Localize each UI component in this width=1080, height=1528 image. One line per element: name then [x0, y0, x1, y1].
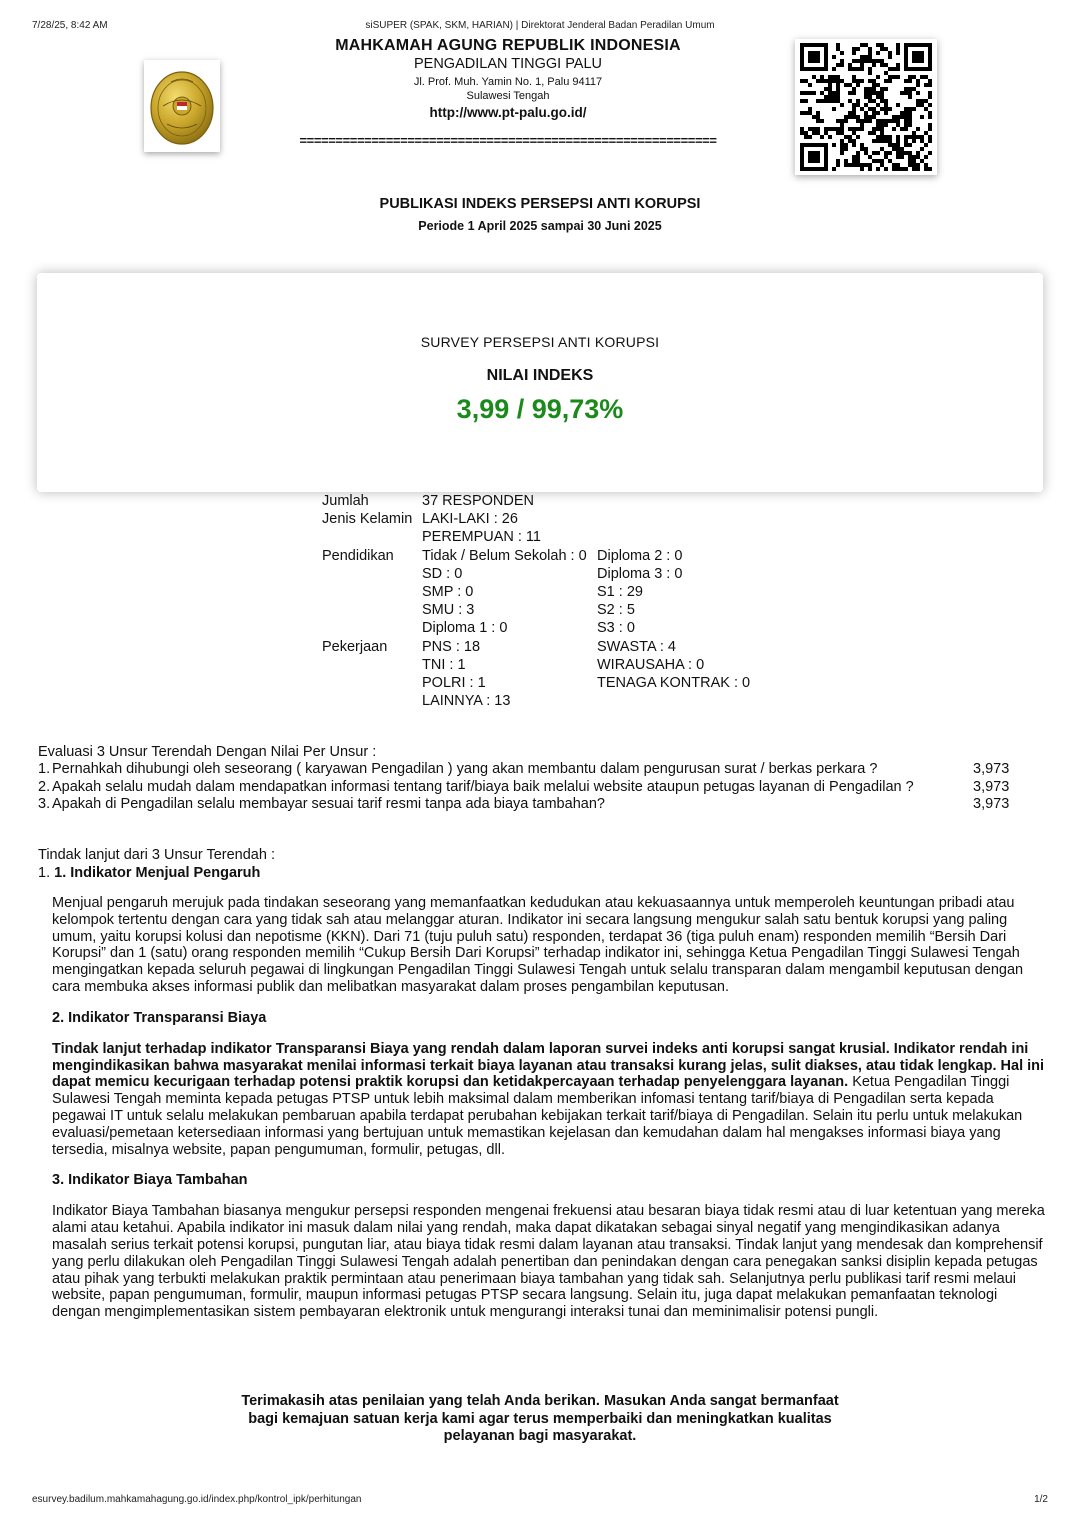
evaluation-number: 1.: [38, 761, 51, 778]
demo-value: SMU : 3: [422, 602, 475, 619]
demo-category: Jumlah: [322, 493, 369, 509]
court-name: PENGADILAN TINGGI PALU: [413, 56, 602, 72]
survey-label: SURVEY PERSEPSI ANTI KORUPSI: [420, 334, 660, 350]
demo-value: LAKI-LAKI : 26: [422, 511, 518, 528]
followup-heading-2: 2. Indikator Transparansi Biaya: [52, 1009, 267, 1026]
demo-value-2: S1 : 29: [597, 583, 643, 600]
demo-value: Diploma 1 : 0: [422, 620, 508, 637]
demo-value-2: Diploma 2 : 0: [597, 547, 683, 564]
demo-value-2: SWASTA : 4: [597, 638, 676, 655]
demo-value: POLRI : 1: [422, 674, 486, 691]
demo-value: Tidak / Belum Sekolah : 0: [422, 547, 587, 564]
publication-title: PUBLIKASI INDEKS PERSEPSI ANTI KORUPSI: [379, 196, 701, 212]
court-region: Sulawesi Tengah: [466, 90, 550, 102]
followup-first-title: 1. Indikator Menjual Pengaruh: [54, 865, 261, 881]
followup-paragraph-2-bold: Tindak lanjut terhadap indikator Transparansi Biaya yang rendah dalam laporan survei indeks anti korupsi sangat krusial. Indikator rendah ini mengindikasikan bahwa masyarakat menilai informasi terkait biaya layanan atau transaksi kurang jelas, sulit diakses, atau tidak lengkap. Hal ini dapat memicu kecurigaan terhadap potensi praktik korupsi dan ketidakpercayaan terhadap penyelenggara layanan.: [52, 1040, 1045, 1091]
followup-first-number: 1.: [38, 865, 51, 881]
followup-heading-3: 3. Indikator Biaya Tambahan: [52, 1172, 248, 1189]
index-subtitle: NILAI INDEKS: [486, 367, 594, 384]
demo-value: TNI : 1: [422, 656, 466, 673]
followup-body: [38, 895, 1048, 1321]
evaluation-item: [38, 796, 1018, 813]
organization-name: MAHKAMAH AGUNG REPUBLIK INDONESIA: [335, 37, 681, 54]
qr-code-icon: [795, 39, 937, 175]
demo-value: PNS : 18: [422, 638, 481, 655]
mahkamah-agung-emblem-icon: [144, 60, 220, 152]
demo-value: LAINNYA : 13: [422, 693, 511, 710]
followup-heading: Tindak lanjut dari 3 Unsur Terendah :: [38, 847, 275, 863]
print-datetime: 7/28/25, 8:42 AM: [32, 20, 108, 31]
demo-value-2: WIRAUSAHA : 0: [597, 656, 705, 673]
letterhead-divider: ==========================================================: [299, 133, 717, 148]
print-page-title: siSUPER (SPAK, SKM, HARIAN) | Direktorat Jenderal Badan Peradilan Umum: [365, 20, 715, 31]
evaluation-item: [38, 779, 1018, 796]
evaluation-number: 2.: [38, 778, 51, 795]
followup-paragraph-1: Menjual pengaruh merujuk pada tindakan seseorang yang memanfaatkan kedudukan atau kekuasaannya untuk memperoleh keuntungan pribadi atau kelompok tertentu dengan cara yang tidak sah atau melanggar aturan. Indikator ini secara langsung mengukur salah satu bentuk korupsi yang paling umum, yaitu korupsi kolusi dan nepotisme (KKN). Dari 71 (tuju puluh satu) responden, terdapat 36 (tiga puluh enam) responden memilih “Bersih Dari Korupsi” dan 1 (satu) orang responden memilih “Cukup Bersih Dari Korupsi” terhadap indikator ini, sehingga Ketua Pengadilan Tinggi Sulawesi Tengah mengingatkan kepada seluruh pegawai di lingkungan Pengadilan Tinggi Sulawesi Tengah untuk selalu transparan dalam mengambil keputusan dengan cara membuka akses informasi publik dan melibatkan masyarakat dalam proses pengambilan keputusan.: [52, 895, 1024, 995]
followup-section: [38, 847, 1048, 1321]
print-header: [32, 20, 1048, 34]
evaluation-section: [38, 743, 1018, 813]
evaluation-heading: Evaluasi 3 Unsur Terendah Dengan Nilai Per Unsur :: [38, 744, 377, 760]
evaluation-question: Pernahkah dihubungi oleh seseorang ( karyawan Pengadilan ) yang akan membantu dalam pengurusan surat / berkas perkara ?: [52, 761, 878, 778]
demo-category: Jenis Kelamin: [322, 511, 413, 528]
print-page-number: 1/2: [1034, 1494, 1048, 1505]
demo-value-2: TENAGA KONTRAK : 0: [597, 674, 751, 691]
demo-value: PEREMPUAN : 11: [422, 529, 541, 546]
demo-value-2: S2 : 5: [597, 602, 635, 619]
demo-value: SMP : 0: [422, 583, 474, 600]
thank-you-note: Terimakasih atas penilaian yang telah Anda berikan. Masukan Anda sangat bermanfaat bagi kemajuan satuan kerja kami agar terus memperbaiki dan meningkatkan kualitas pelayanan bagi masyarakat.: [241, 1393, 839, 1444]
demo-value: SD : 0: [422, 565, 463, 582]
followup-paragraph-3: Indikator Biaya Tambahan biasanya mengukur persepsi responden mengenai frekuensi atau besaran biaya tidak resmi atau di luar ketentuan yang mereka alami atau ketahui. Apabila indikator ini masuk dalam nilai yang rendah, maka dapat dikatakan sebagai sinyal negatif yang mengindikasikan adanya masalah serius terkait potensi korupsi, pungutan liar, atau biaya tidak resmi dalam layanan atau transaksi. Tindak lanjut yang mendesak dan komprehensif yang perlu dilakukan oleh Pengadilan Tinggi Sulawesi Tengah adalah penertiban dan penindakan dengan cara penegakan sanksi disiplin kepada petugas atau pihak yang terbukti melakukan praktik permintaan atau penerimaan biaya tambahan yang tidak sah. Selanjutnya perlu publikasi tarif resmi melaui website, papan pengumuman, formulir, maupun informasi petugas PTSP secara langsung. Selain itu, juga dapat melakukan pemanfaatan teknologi dengan mengimplementasikan sistem pembayaran elektronik untuk mengurangi interaksi tunai dan meminimalisir potensi pungli.: [52, 1203, 1045, 1321]
followup-first-item: [38, 865, 1048, 882]
index-value: 3,99 / 99,73%: [456, 394, 624, 424]
demo-category: Pekerjaan: [322, 638, 388, 655]
evaluation-number: 3.: [38, 795, 51, 812]
evaluation-question: Apakah selalu mudah dalam mendapatkan informasi tentang tarif/biaya baik melalui website ataupun petugas layanan di Pengadilan ?: [52, 778, 914, 795]
evaluation-score: 3,973: [973, 761, 1010, 778]
demo-value-2: S3 : 0: [597, 620, 635, 637]
publication-period: Periode 1 April 2025 sampai 30 Juni 2025: [418, 219, 662, 233]
evaluation-item: [38, 761, 1018, 778]
demo-value: 37 RESPONDEN: [422, 493, 535, 509]
letterhead: [240, 37, 776, 148]
followup-paragraph-2-rest: Ketua Pengadilan Tinggi Sulawesi Tengah meminta kepada petugas PTSP untuk lebih maksimal dalam memberikan infomasi tentang tarif/biaya di Pengadilan serta kepada pegawai IT untuk selalu melakukan pembaruan apabila terdapat perubahan kebijakan terkait tarif/biaya di Pengadilan. Selain itu perlu untuk melakukan evaluasi/pemetaan ketersediaan informasi yang bertujuan untuk memastikan kejelasan dan kemudahan dalam hal mengakses informasi biaya yang tersedia, misalnya website, papan pengumuman, formulir, petugas, dll.: [52, 1074, 1023, 1158]
evaluation-score: 3,973: [973, 778, 1010, 795]
evaluation-score: 3,973: [973, 795, 1010, 812]
followup-paragraph-2: [52, 1041, 1048, 1159]
index-card: [37, 273, 1043, 492]
demo-value-2: Diploma 3 : 0: [597, 565, 683, 582]
print-footer: [32, 1494, 1048, 1508]
demo-category: Pendidikan: [322, 547, 394, 564]
print-url: esurvey.badilum.mahkamahagung.go.id/index.php/kontrol_ipk/perhitungan: [32, 1494, 362, 1505]
court-website: http://www.pt-palu.go.id/: [429, 105, 587, 120]
evaluation-question: Apakah di Pengadilan selalu membayar sesuai tarif resmi tanpa ada biaya tambahan?: [52, 795, 605, 812]
court-address: Jl. Prof. Muh. Yamin No. 1, Palu 94117: [413, 76, 603, 88]
